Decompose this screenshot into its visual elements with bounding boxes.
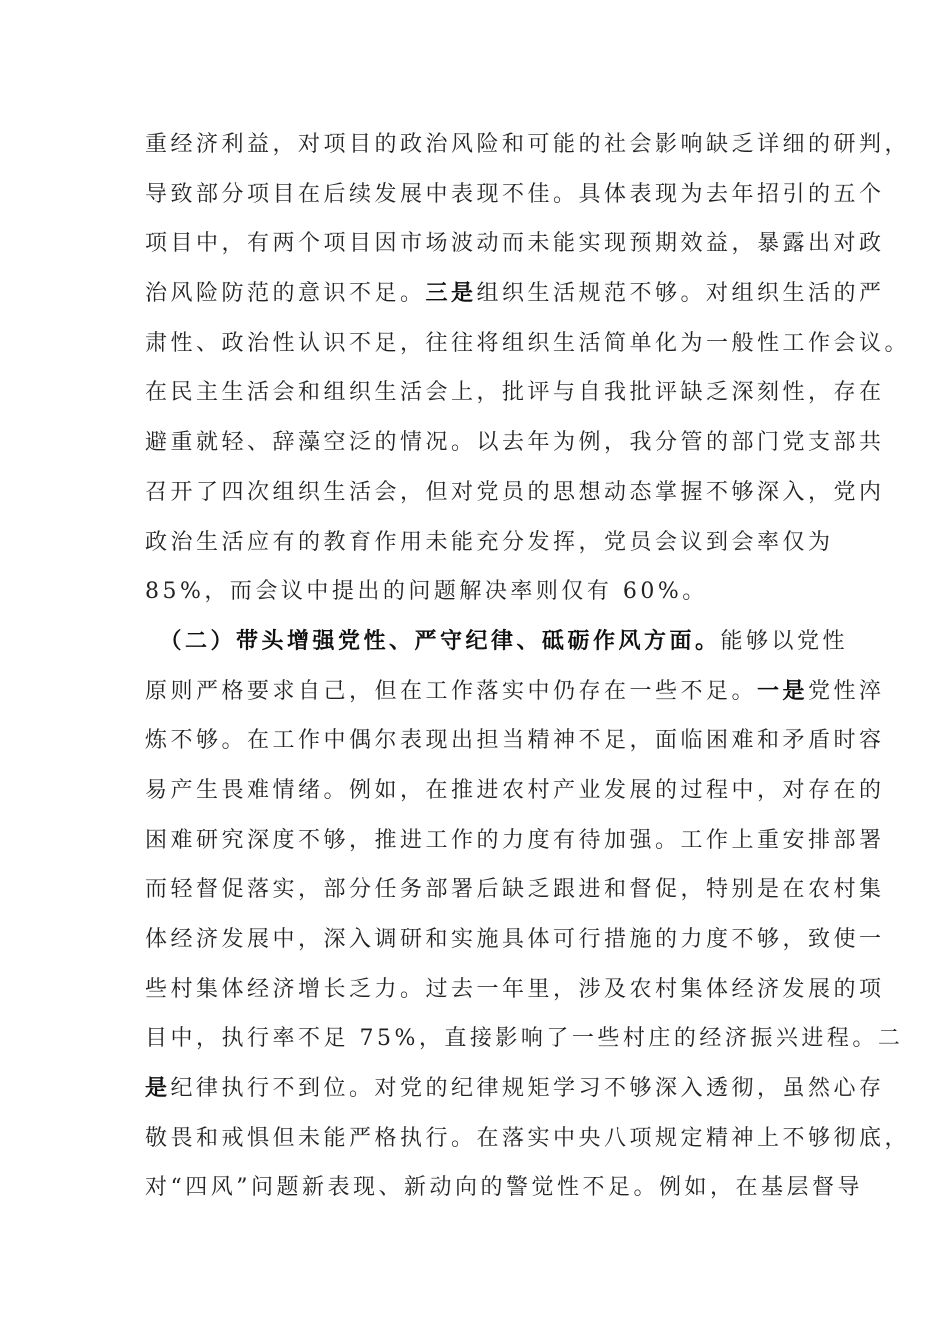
text-line [145,1163,863,1213]
text-line [145,518,834,568]
text-line [145,865,885,915]
text-line [145,219,885,269]
text-line [145,816,885,866]
document-body [145,120,911,1213]
text-line [145,766,885,816]
body-text: 体经济发展中，深入调研和实施具体可行措施的力度不够，致使一 [145,927,885,952]
body-text: 炼不够。在工作中偶尔表现出担当精神不足，面临困难和矛盾时容 [145,728,885,754]
body-text: 避重就轻、辞藻空泛的情况。以去年为例，我分管的部门党支部共 [145,430,885,456]
text-line [145,120,911,170]
body-text: 目中，执行率不足 75%，直接影响了一些村庄的经济振兴进程。二 [145,1026,904,1052]
text-line [145,1014,904,1064]
text-line [145,1114,911,1164]
text-line [145,965,885,1015]
body-text: 导致部分项目在后续发展中表现不佳。具体表现为去年招引的五个 [145,181,885,207]
body-text: 治风险防范的意识不足。 [145,281,426,307]
text-line [145,170,885,220]
body-text: 敬畏和戒惧但未能严格执行。在落实中央八项规定精神上不够彻底， [145,1125,911,1151]
text-line [145,418,885,468]
body-text: 召开了四次组织生活会，但对党员的思想动态掌握不够深入，党内 [145,479,885,505]
text-line [145,567,807,617]
text-line [145,368,885,418]
body-text: 而轻督促落实，部分任务部署后缺乏跟进和督促，特别是在农村集 [145,877,885,903]
body-text: 项目中，有两个项目因市场波动而未能实现预期效益，暴露出对政 [145,231,885,257]
text-line [145,468,885,518]
bold-text: （二）带头增强党性、严守纪律、砥砺作风方面。 [145,627,721,654]
body-text: 些村集体经济增长乏力。过去一年里，涉及农村集体经济发展的项 [145,976,885,1002]
body-text: 易产生畏难情绪。例如，在推进农村产业发展的过程中，对存在的 [145,777,885,803]
text-line [145,667,885,717]
text-line [145,915,885,965]
body-text: 党性淬 [808,678,885,704]
text-line [145,1064,885,1114]
text-line [145,269,885,319]
text-line [145,716,885,766]
text-line [145,319,911,369]
body-text: 困难研究深度不够，推进工作的力度有待加强。工作上重安排部署 [145,827,885,853]
body-text: 对“四风”问题新表现、新动向的警觉性不足。例如，在基层督导 [145,1175,863,1201]
body-text: 在民主生活会和组织生活会上，批评与自我批评缺乏深刻性，存在 [145,380,885,406]
body-text: 纪律执行不到位。对党的纪律规矩学习不够深入透彻，虽然心存 [170,1076,885,1102]
text-line [145,617,849,667]
bold-text: 是 [145,1075,171,1102]
body-text: 肃性、政治性认识不足，往往将组织生活简单化为一般性工作会议。 [145,330,911,356]
body-text: 能够以党性 [720,628,849,654]
bold-text: 一是 [757,677,809,704]
body-text: 重经济利益，对项目的政治风险和可能的社会影响缺乏详细的研判， [145,132,911,157]
body-text: 组织生活规范不够。对组织生活的严 [476,281,885,307]
body-text: 85%，而会议中提出的问题解决率则仅有 60%。 [145,579,708,605]
bold-text: 三是 [425,280,477,307]
body-text: 政治生活应有的教育作用未能充分发挥，党员会议到会率仅为 [145,529,834,555]
body-text: 原则严格要求自己，但在工作落实中仍存在一些不足。 [145,678,758,704]
